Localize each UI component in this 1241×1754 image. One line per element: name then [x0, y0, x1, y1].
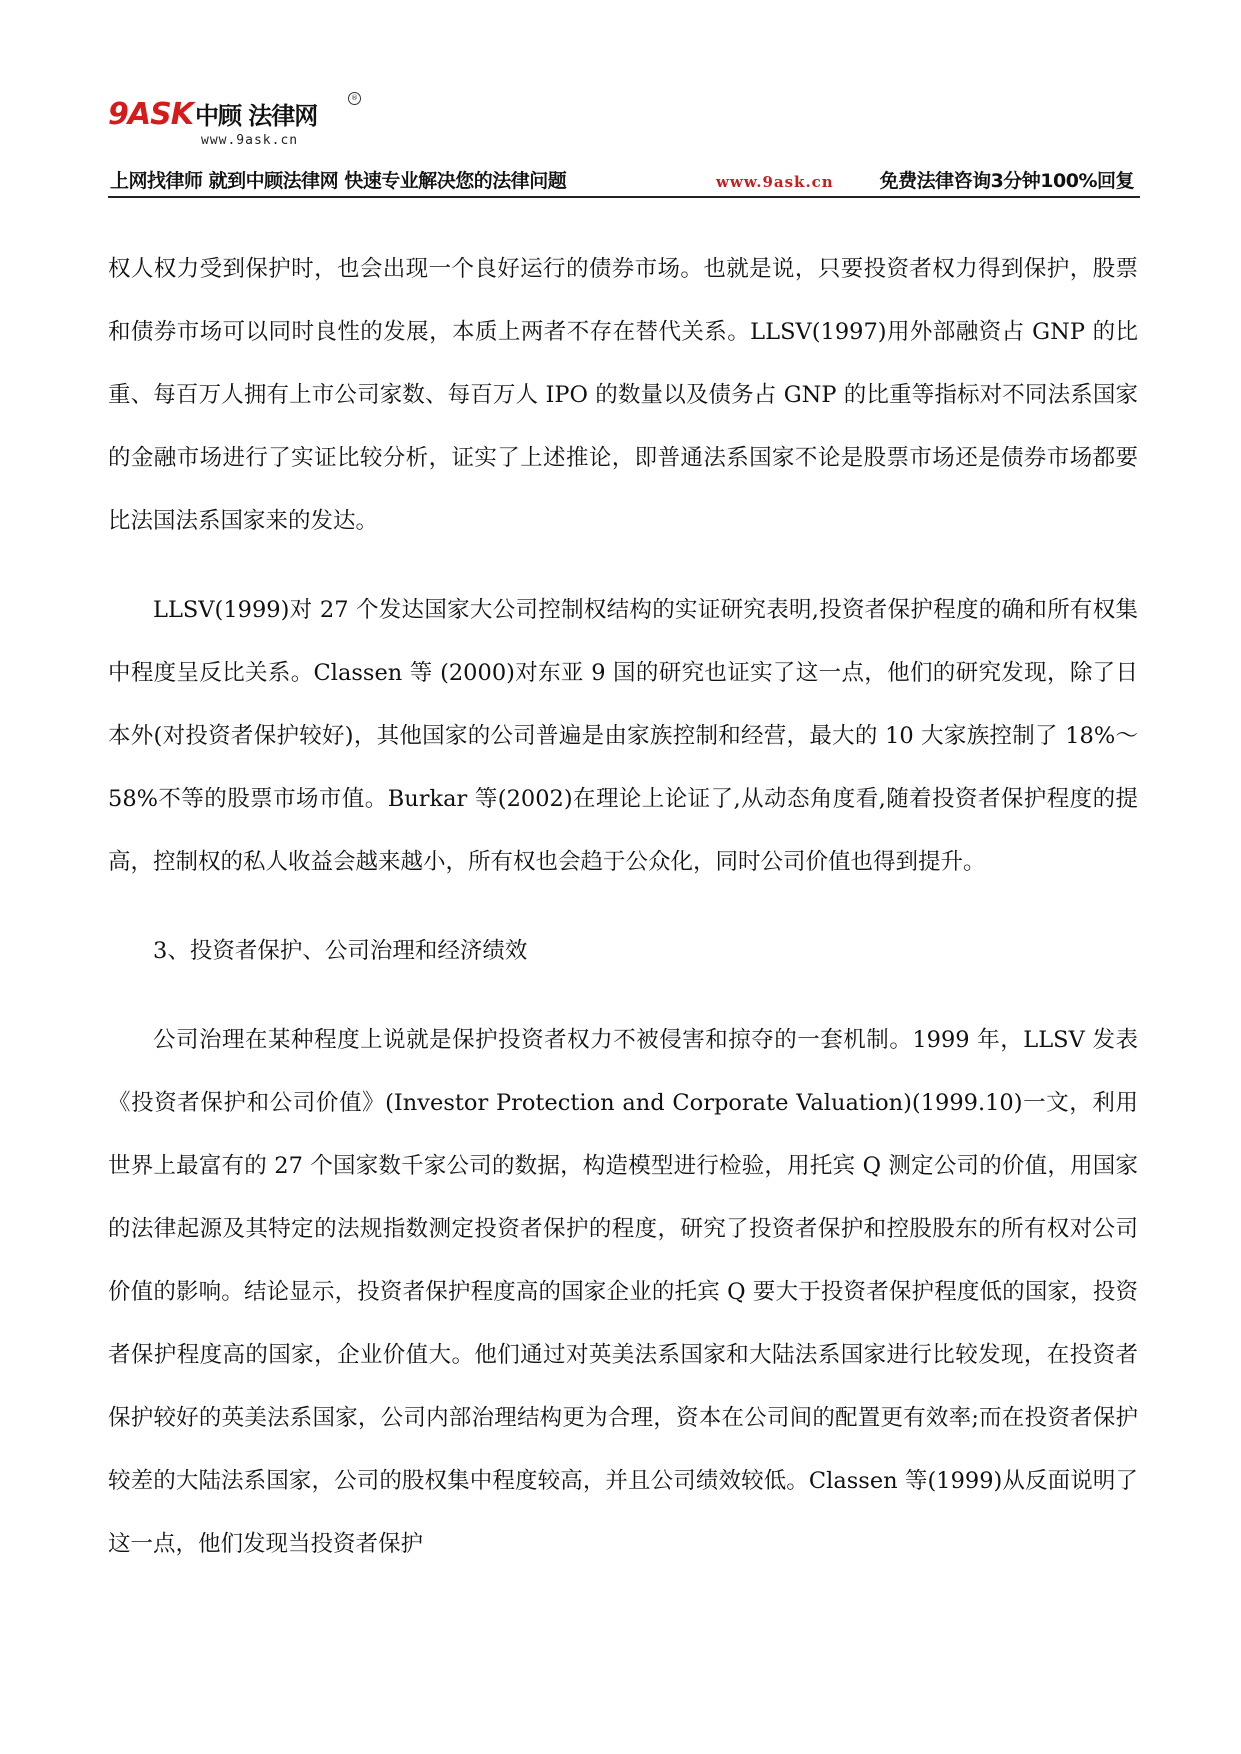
- logo-mark: 9ASK: [108, 97, 193, 132]
- logo-url: www.9ask.cn: [201, 133, 299, 148]
- logo-wordmark: [108, 98, 317, 133]
- site-logo[interactable]: [108, 94, 358, 158]
- header-site-link[interactable]: www.9ask.cn: [716, 173, 834, 191]
- body-paragraph: LLSV(1999)对 27 个发达国家大公司控制权结构的实证研究表明,投资者保护程度的确和所有权集中程度呈反比关系。Classen 等 (2000)对东亚 9 国的研究也证实了这一点，他们的研究发现，除了日本外(对投资者保护较好)，其他国家的公司普遍是由家族控制和经营，最大的 10 大家族控制了 18%～58%不等的股票市场市值。Burkar 等(2002)在理论上论证了,从动态角度看,随着投资者保护程度的提高，控制权的私人收益会越来越小，所有权也会趋于公众化，同时公司价值也得到提升。: [108, 597, 1138, 875]
- header-slogan: 上网找律师 就到中顾法律网 快速专业解决您的法律问题: [110, 170, 567, 192]
- registered-icon: ®: [348, 92, 361, 105]
- section-heading: 3、投资者保护、公司治理和经济绩效: [153, 938, 528, 964]
- body-paragraph: 公司治理在某种程度上说就是保护投资者权力不被侵害和掠夺的一套机制。1999 年，LLSV 发表《投资者保护和公司价值》(Investor Protection and Corporate Valuation)(1999.10)一文，利用世界上最富有的 27 个国家数千家公司的数据，构造模型进行检验，用托宾 Q 测定公司的价值，用国家的法律起源及其特定的法规指数测定投资者保护的程度，研究了投资者保护和控股股东的所有权对公司价值的影响。结论显示，投资者保护程度高的国家企业的托宾 Q 要大于投资者保护程度低的国家，投资者保护程度高的国家，企业价值大。他们通过对英美法系国家和大陆法系国家进行比较发现，在投资者保护较好的英美法系国家，公司内部治理结构更为合理，资本在公司间的配置更有效率;而在投资者保护较差的大陆法系国家，公司的股权集中程度较高，并且公司绩效较低。Classen 等(1999)从反面说明了这一点，他们发现当投资者保护: [108, 1027, 1138, 1557]
- header-banner: [108, 168, 1140, 198]
- body-paragraph: 权人权力受到保护时，也会出现一个良好运行的债券市场。也就是说，只要投资者权力得到保护，股票和债券市场可以同时良性的发展，本质上两者不存在替代关系。LLSV(1997)用外部融资占 GNP 的比重、每百万人拥有上市公司家数、每百万人 IPO 的数量以及债务占 GNP 的比重等指标对不同法系国家的金融市场进行了实证比较分析，证实了上述推论，即普通法系国家不论是股票市场还是债券市场都要比法国法系国家来的发达。: [108, 256, 1138, 534]
- document-body: [108, 238, 1138, 1576]
- header-free-consult: 免费法律咨询3分钟100%回复: [879, 170, 1134, 192]
- logo-chinese-name: 中顾 法律网: [194, 102, 318, 130]
